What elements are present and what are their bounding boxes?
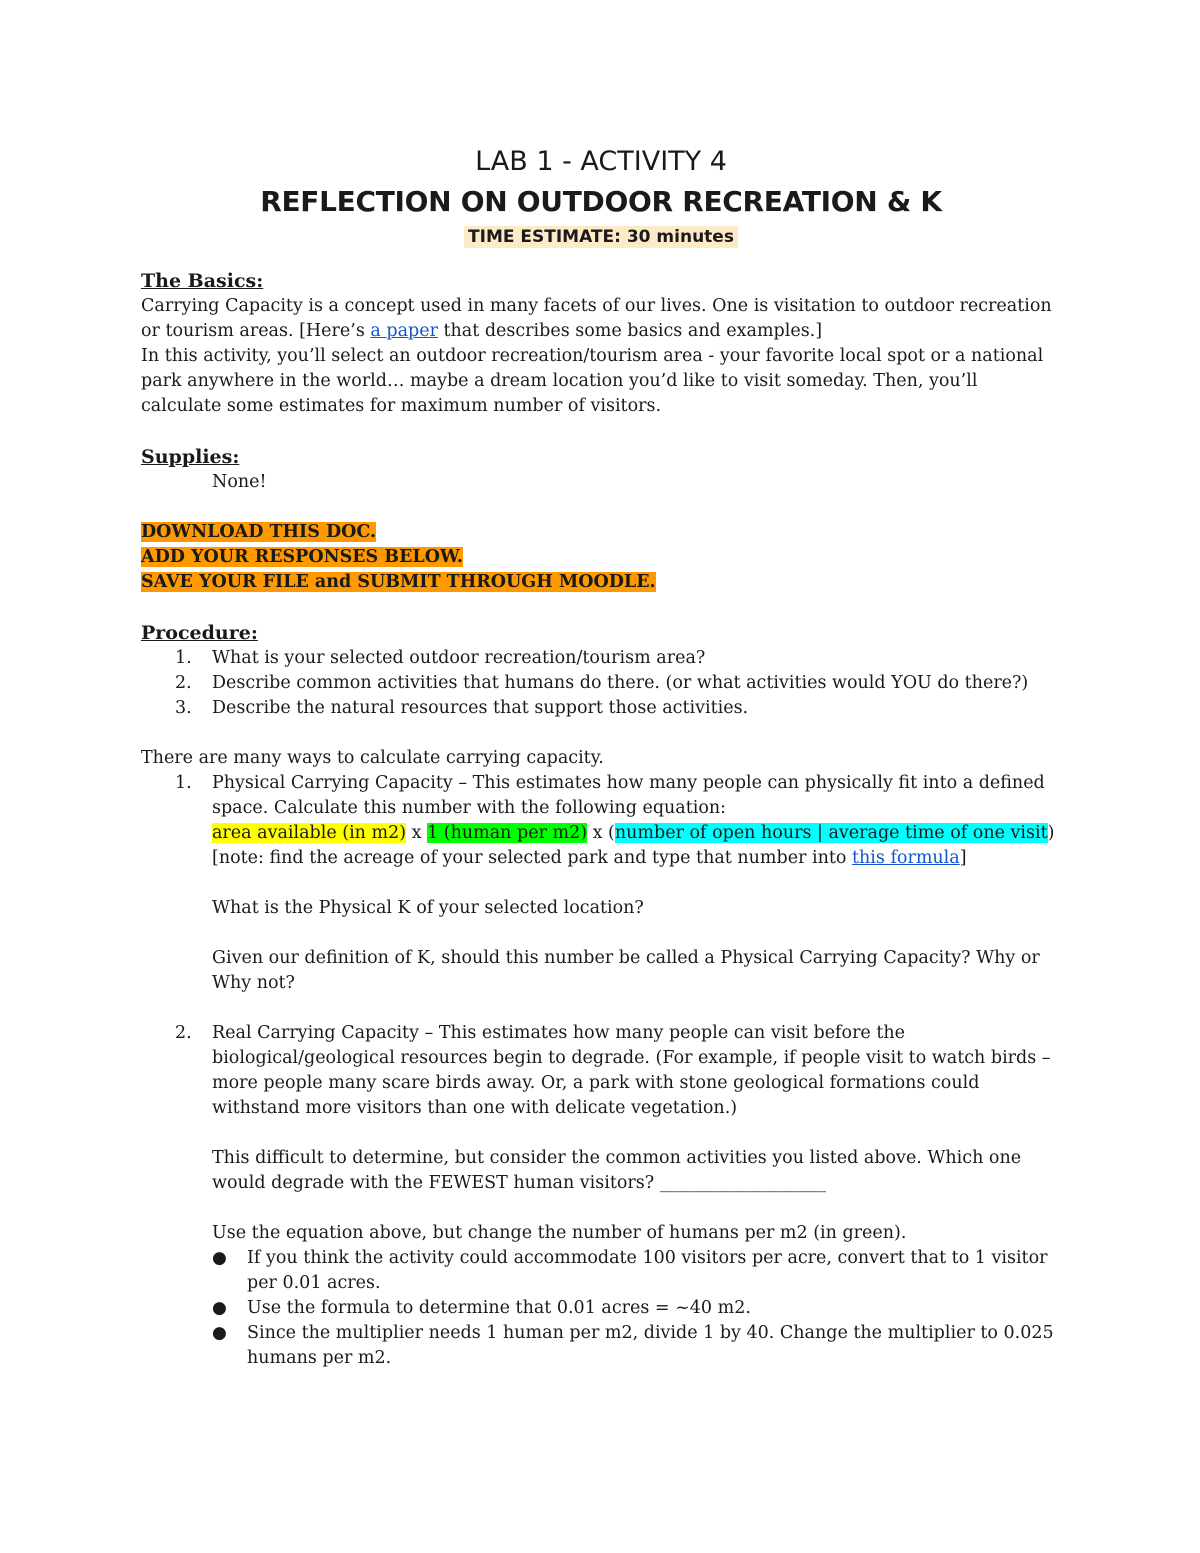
document-body (141, 142, 1061, 1371)
physical-capacity-item: 1. Physical Carrying Capacity – This estimates how many people can physically fit into a defined space. Calculate this number with the following equation: area available (in m2) x 1 (human per m2) x (number of open hours | average time of one visit) [note: find the acreage of your selected park and type that number into this formula] What is the Physical K of your selected location? Given our definition of K, should this number be called a Physical Carrying Capacity? Why or Why not? (141, 771, 1061, 1021)
instruction-respond: ADD YOUR RESPONSES BELOW. (141, 547, 463, 567)
time-estimate: TIME ESTIMATE: 30 minutes (464, 226, 738, 248)
equation-hours: number of open hours | average time of one visit (614, 823, 1048, 843)
list-item: ● If you think the activity could accommodate 100 visitors per acre, convert that to 1 visitor per 0.01 acres. (212, 1248, 1048, 1293)
calc-intro: There are many ways to calculate carrying capacity. (141, 748, 604, 768)
real-capacity-text: Real Carrying Capacity – This estimates how many people can visit before the biological/geological resources begin to degrade. (For example, if people visit to watch birds – more people many scare birds away. Or, a park with stone geological formations could withstand more visitors than one with delicate vegetation.) (212, 1023, 1051, 1118)
procedure-heading: Procedure: (141, 622, 258, 644)
basics-paragraph-2: In this activity, you’ll select an outdoor recreation/tourism area - your favorite local spot or a national park anywhere in the world… maybe a dream location you’d like to visit someday. Then, you’ll calculate some estimates for maximum number of visitors. (141, 346, 1044, 416)
bullet-icon: ● (212, 1323, 227, 1343)
basics-heading: The Basics: (141, 270, 264, 292)
list-item: 1. What is your selected outdoor recreation/tourism area? (175, 648, 706, 668)
equation-area: area available (in m2) (212, 823, 407, 843)
calc-list (141, 771, 1061, 1371)
bullet-icon: ● (212, 1248, 227, 1268)
equation-human-per-m2: 1 (human per m2) (427, 823, 588, 843)
basics-paragraph-1: Carrying Capacity is a concept used in many facets of our lives. One is visitation to outdoor recreation or tourism areas. [Here’s a paper that describes some basics and examples.] (141, 296, 1052, 341)
paper-link[interactable]: a paper (370, 321, 438, 341)
physical-capacity-text: Physical Carrying Capacity – This estimates how many people can physically fit into a defined space. Calculate this number with the following equation: (212, 773, 1045, 818)
main-title: REFLECTION ON OUTDOOR RECREATION & K (260, 185, 942, 218)
list-item: ● Use the formula to determine that 0.01 acres = ~40 m2. (212, 1296, 1061, 1321)
instruction-download: DOWNLOAD THIS DOC. (141, 522, 377, 542)
real-capacity-item: 2. Real Carrying Capacity – This estimates how many people can visit before the biological/geological resources begin to degrade. (For example, if people visit to watch birds – more people many scare birds away. Or, a park with stone geological formations could withstand more visitors than one with delicate vegetation.) This difficult to determine, but consider the common activities you listed above. Which one would degrade with the FEWEST human visitors? ___________________ Use the equation above, but change the number of humans per m2 (in green). ● If you think the activity could accommodate 100 visitors per acre, convert that to 1 visitor per 0.01 acres. ● Use the formula to determine that 0.01 acres = ~40 m2. ● Since the multiplier needs 1 human per m2, divide 1 by 40. Change the multiplier to 0.025 humans per m2. (141, 1021, 1061, 1371)
list-item: 3. Describe the natural resources that support those activities. (175, 698, 749, 718)
list-item: ● Since the multiplier needs 1 human per m2, divide 1 by 40. Change the multiplier to 0.025 humans per m2. (212, 1323, 1054, 1368)
supplies-heading: Supplies: (141, 446, 240, 468)
real-question-2: Use the equation above, but change the number of humans per m2 (in green). (212, 1223, 907, 1243)
real-bullet-list (212, 1246, 1061, 1371)
physical-note: [note: find the acreage of your selected park and type that number into this formula] (212, 848, 967, 868)
submission-instructions (141, 520, 1061, 595)
bullet-icon: ● (212, 1298, 227, 1318)
formula-link[interactable]: this formula (852, 848, 960, 868)
physical-question-2: Given our definition of K, should this number be called a Physical Carrying Capacity? Why or Why not? (212, 948, 1040, 993)
list-item: 2. Describe common activities that humans do there. (or what activities would YOU do there?) (175, 673, 1029, 693)
real-question-1: This difficult to determine, but consider the common activities you listed above. Which one would degrade with the FEWEST human visitors? ___________________ (212, 1148, 1022, 1193)
lab-title: LAB 1 - ACTIVITY 4 (475, 146, 727, 177)
physical-equation: area available (in m2) x 1 (human per m2) x (number of open hours | average time of one visit) (212, 823, 1055, 843)
physical-question-1: What is the Physical K of your selected location? (212, 898, 644, 918)
document-header (141, 142, 1061, 250)
supplies-text: None! (212, 472, 267, 492)
procedure-list (141, 646, 1061, 721)
instruction-submit: SAVE YOUR FILE and SUBMIT THROUGH MOODLE. (141, 572, 656, 592)
